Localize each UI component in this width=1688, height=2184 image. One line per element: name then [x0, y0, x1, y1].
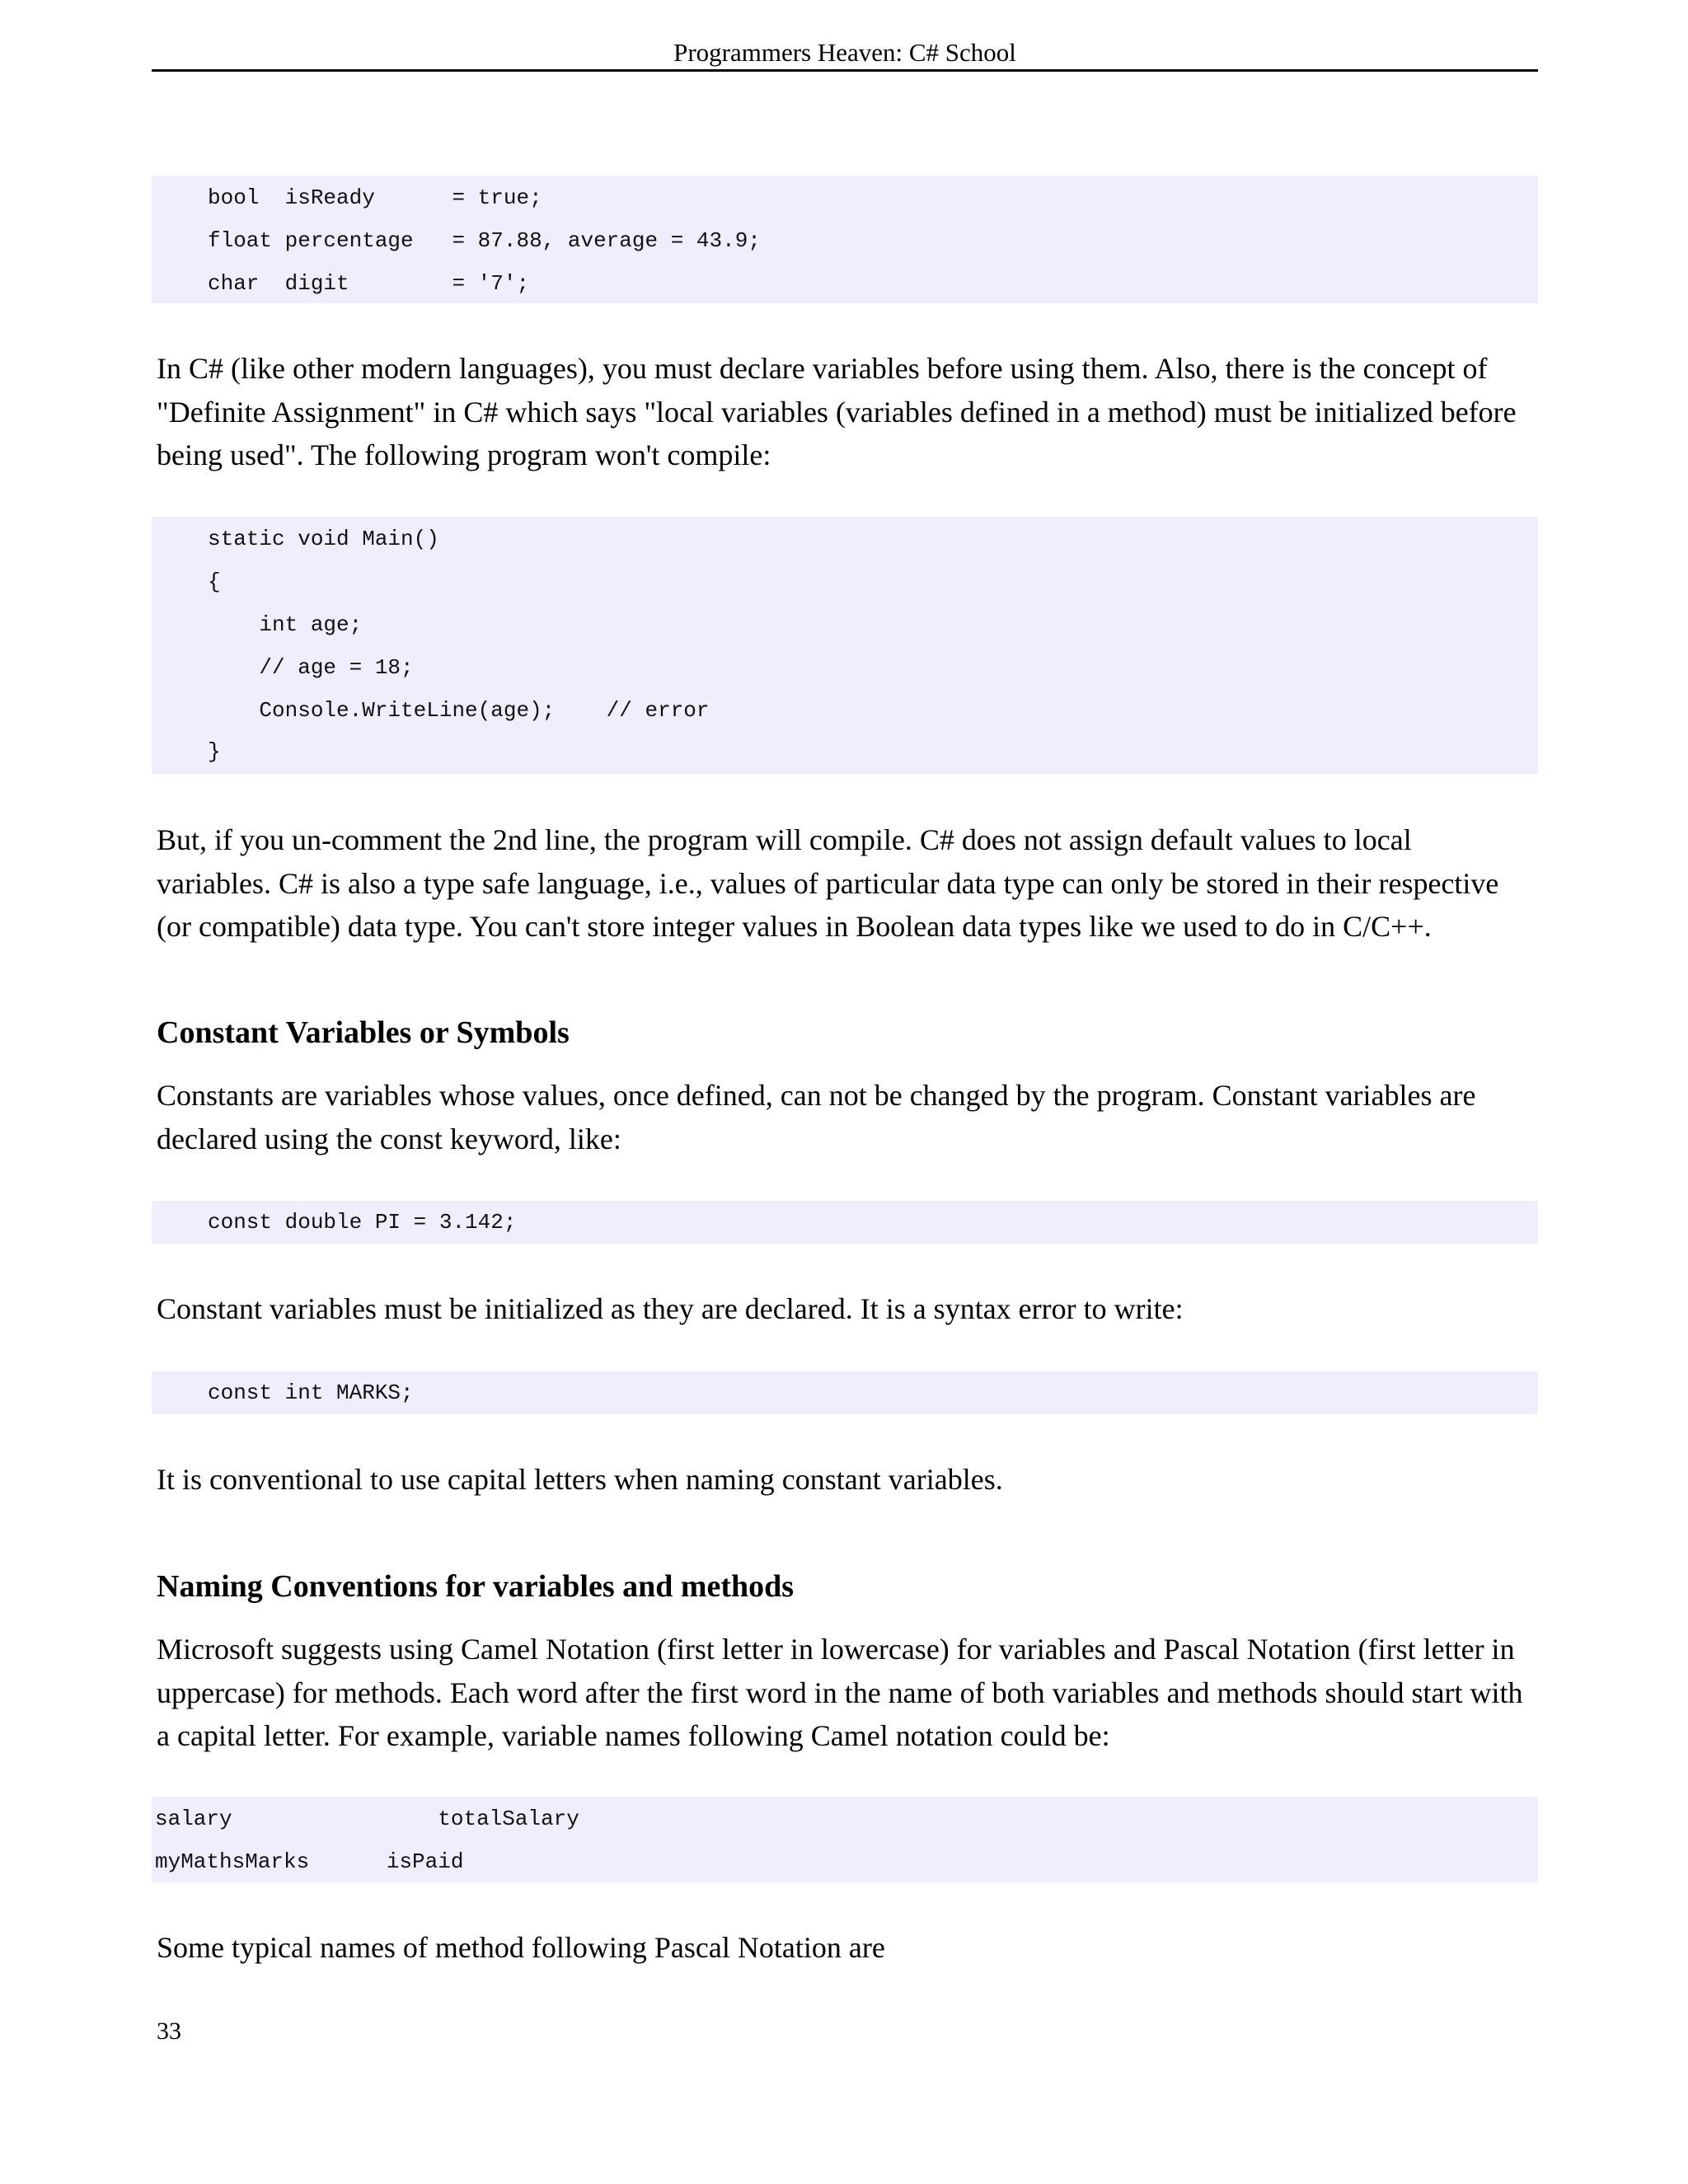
paragraph-line: It is conventional to use capital letters when naming constant variables.: [157, 1463, 1003, 1496]
code-line: static void Main(): [208, 527, 439, 551]
paragraph-line: Microsoft suggests using Camel Notation (first letter in lowercase) for variables and Pascal Notation (first letter in: [157, 1633, 1515, 1666]
paragraph-initialized: [157, 1287, 1541, 1331]
paragraph-definite-assignment: [157, 347, 1541, 477]
code-block-declarations: [152, 176, 1538, 303]
code-line: char digit = '7';: [208, 271, 530, 296]
page-header: Programmers Heaven: C# School: [673, 38, 1016, 67]
code-block-const-pi: [152, 1201, 1538, 1244]
code-line: const int MARKS;: [208, 1380, 414, 1405]
paragraph-conventional: [157, 1458, 1541, 1502]
paragraph-line: declared using the const keyword, like:: [157, 1122, 621, 1155]
paragraph-uncomment: [157, 818, 1541, 949]
code-line: Console.WriteLine(age); // error: [208, 698, 710, 723]
code-block-main: [152, 517, 1538, 774]
code-line: {: [208, 569, 221, 594]
code-line: const double PI = 3.142;: [208, 1210, 517, 1235]
paragraph-line: Some typical names of method following Pascal Notation are: [157, 1931, 885, 1964]
paragraph-constants: [157, 1074, 1541, 1160]
paragraph-pascal: [157, 1926, 1541, 1970]
page-number: 33: [157, 2018, 181, 2045]
paragraph-line: Constants are variables whose values, once defined, can not be changed by the program. Constant variables are: [157, 1079, 1476, 1112]
paragraph-line: "Definite Assignment" in C# which says "local variables (variables defined in a method) must be initialized before: [157, 395, 1517, 429]
code-line: float percentage = 87.88, average = 43.9;: [208, 228, 761, 253]
code-line: }: [208, 739, 221, 764]
paragraph-line: uppercase) for methods. Each word after the first word in the name of both variables and methods should start with: [157, 1675, 1523, 1709]
paragraph-line: a capital letter. For example, variable names following Camel notation could be:: [157, 1719, 1110, 1752]
header-rule: [152, 69, 1538, 72]
code-line: salary totalSalary: [155, 1807, 579, 1831]
code-line: bool isReady = true;: [208, 185, 542, 210]
heading-constant-variables: Constant Variables or Symbols: [157, 1015, 570, 1050]
code-line: myMathsMarks isPaid: [155, 1849, 464, 1874]
code-line: // age = 18;: [208, 655, 414, 680]
code-line: int age;: [208, 612, 363, 637]
code-block-camel-names: [152, 1797, 1538, 1882]
paragraph-line: But, if you un-comment the 2nd line, the program will compile. C# does not assign default values to local: [157, 823, 1412, 856]
paragraph-line: (or compatible) data type. You can't store integer values in Boolean data types like we used to do in C/C++.: [157, 910, 1432, 943]
paragraph-microsoft: [157, 1628, 1541, 1758]
heading-naming-conventions: Naming Conventions for variables and methods: [157, 1569, 795, 1604]
paragraph-line: Constant variables must be initialized as they are declared. It is a syntax error to write:: [157, 1292, 1184, 1325]
paragraph-line: In C# (like other modern languages), you must declare variables before using them. Also, there is the concept of: [157, 352, 1488, 385]
paragraph-line: variables. C# is also a type safe language, i.e., values of particular data type can only be stored in their respective: [157, 866, 1499, 900]
code-block-const-marks: [152, 1371, 1538, 1414]
paragraph-line: being used". The following program won't compile:: [157, 438, 771, 471]
